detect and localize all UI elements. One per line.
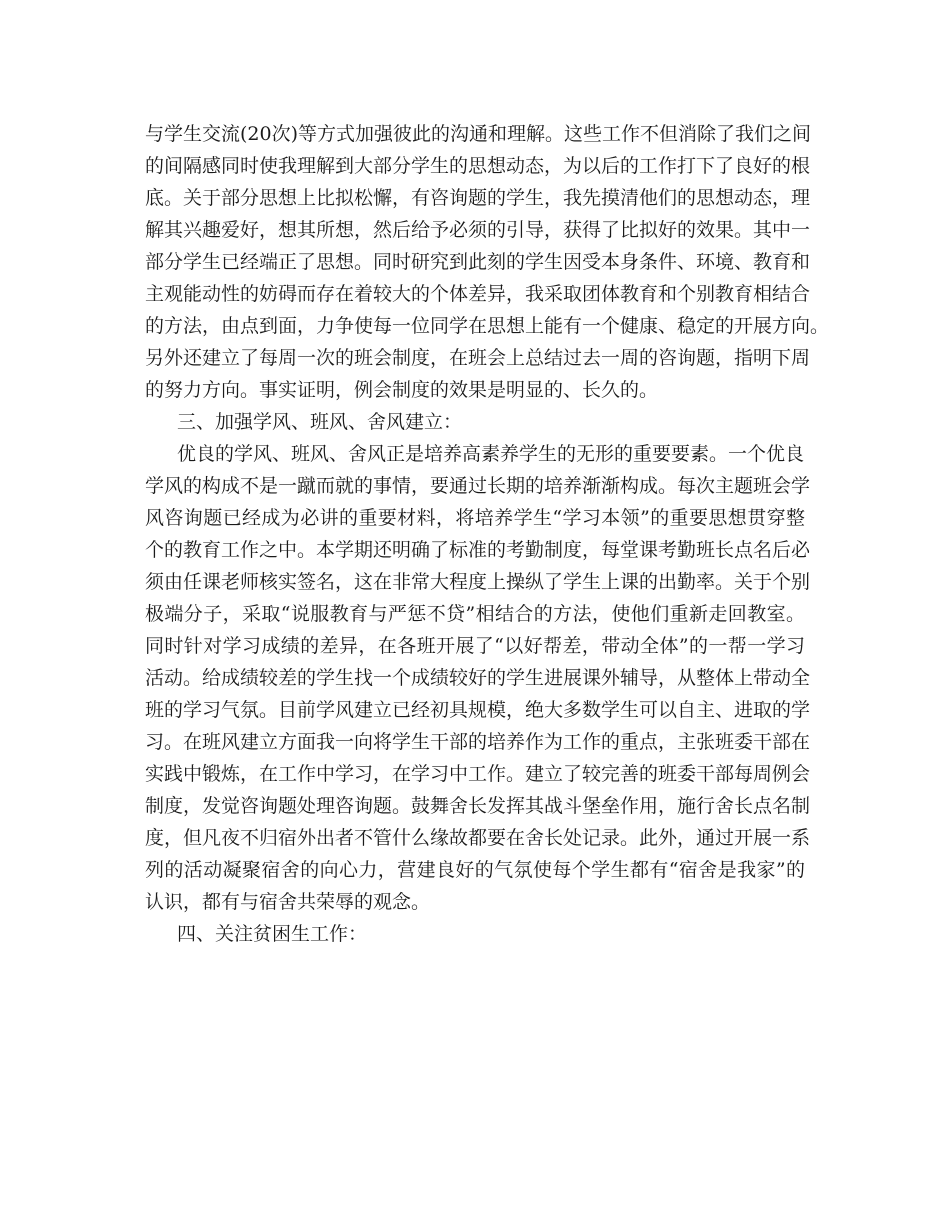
paragraph-line: 另外还建立了每周一次的班会制度，在班会上总结过去一周的咨询题，指明下周 [145,347,811,369]
section-heading: 四、关注贫困生工作： [177,923,368,945]
paragraph-line: 制度，发觉咨询题处理咨询题。鼓舞舍长发挥其战斗堡垒作用，施行舍长点名制 [145,795,811,817]
paragraph-line: 同时针对学习成绩的差异，在各班开展了“以好帮差，带动全体”的一帮一学习 [145,635,805,657]
paragraph-line: 的努力方向。事实证明，例会制度的效果是明显的、长久的。 [145,379,659,401]
paragraph-line: 优良的学风、班风、舍风正是培养高素养学生的无形的重要要素。一个优良 [177,443,805,465]
paragraph-line: 班的学习气氛。目前学风建立已经初具规模，绝大多数学生可以自主、进取的学 [145,699,811,721]
paragraph-line: 部分学生已经端正了思想。同时研究到此刻的学生因受本身条件、环境、教育和 [145,251,811,273]
paragraph-line: 主观能动性的妨碍而存在着较大的个体差异，我采取团体教育和个别教育相结合 [145,283,811,305]
paragraph-line: 风咨询题已经成为必讲的重要材料，将培养学生“学习本领”的重要思想贯穿整 [145,507,805,529]
paragraph-line: 解其兴趣爱好，想其所想，然后给予必须的引导，获得了比拟好的效果。其中一 [145,219,811,241]
paragraph-line: 须由任课老师核实签名，这在非常大程度上操纵了学生上课的出勤率。关于个别 [145,571,811,593]
paragraph-line: 活动。给成绩较差的学生找一个成绩较好的学生进展课外辅导，从整体上带动全 [145,667,811,689]
paragraph-line: 与学生交流(20次)等方式加强彼此的沟通和理解。这些工作不但消除了我们之间 [145,123,812,145]
paragraph-line: 的方法，由点到面，力争使每一位同学在思想上能有一个健康、稳定的开展方向。 [145,315,830,337]
paragraph-line: 个的教育工作之中。本学期还明确了标准的考勤制度，每堂课考勤班长点名后必 [145,539,811,561]
paragraph-line: 极端分子，采取“说服教育与严惩不贷”相结合的方法，使他们重新走回教室。 [145,603,805,625]
paragraph-line: 度，但凡夜不归宿外出者不管什么缘故都要在舍长处记录。此外，通过开展一系 [145,827,811,849]
body-text [145,118,830,950]
paragraph-line: 的间隔感同时使我理解到大部分学生的思想动态，为以后的工作打下了良好的根 [145,155,811,177]
paragraph-line: 认识，都有与宿舍共荣辱的观念。 [145,891,431,913]
paragraph-line: 列的活动凝聚宿舍的向心力，营建良好的气氛使每个学生都有“宿舍是我家”的 [145,859,805,881]
paragraph-line: 习。在班风建立方面我一向将学生干部的培养作为工作的重点，主张班委干部在 [145,731,811,753]
paragraph-line: 实践中锻炼，在工作中学习，在学习中工作。建立了较完善的班委干部每周例会 [145,763,811,785]
paragraph-line: 底。关于部分思想上比拟松懈，有咨询题的学生，我先摸清他们的思想动态，理 [145,187,811,209]
section-heading: 三、加强学风、班风、舍风建立： [177,411,463,433]
paragraph-line: 学风的构成不是一蹴而就的事情，要通过长期的培养渐渐构成。每次主题班会学 [145,475,811,497]
